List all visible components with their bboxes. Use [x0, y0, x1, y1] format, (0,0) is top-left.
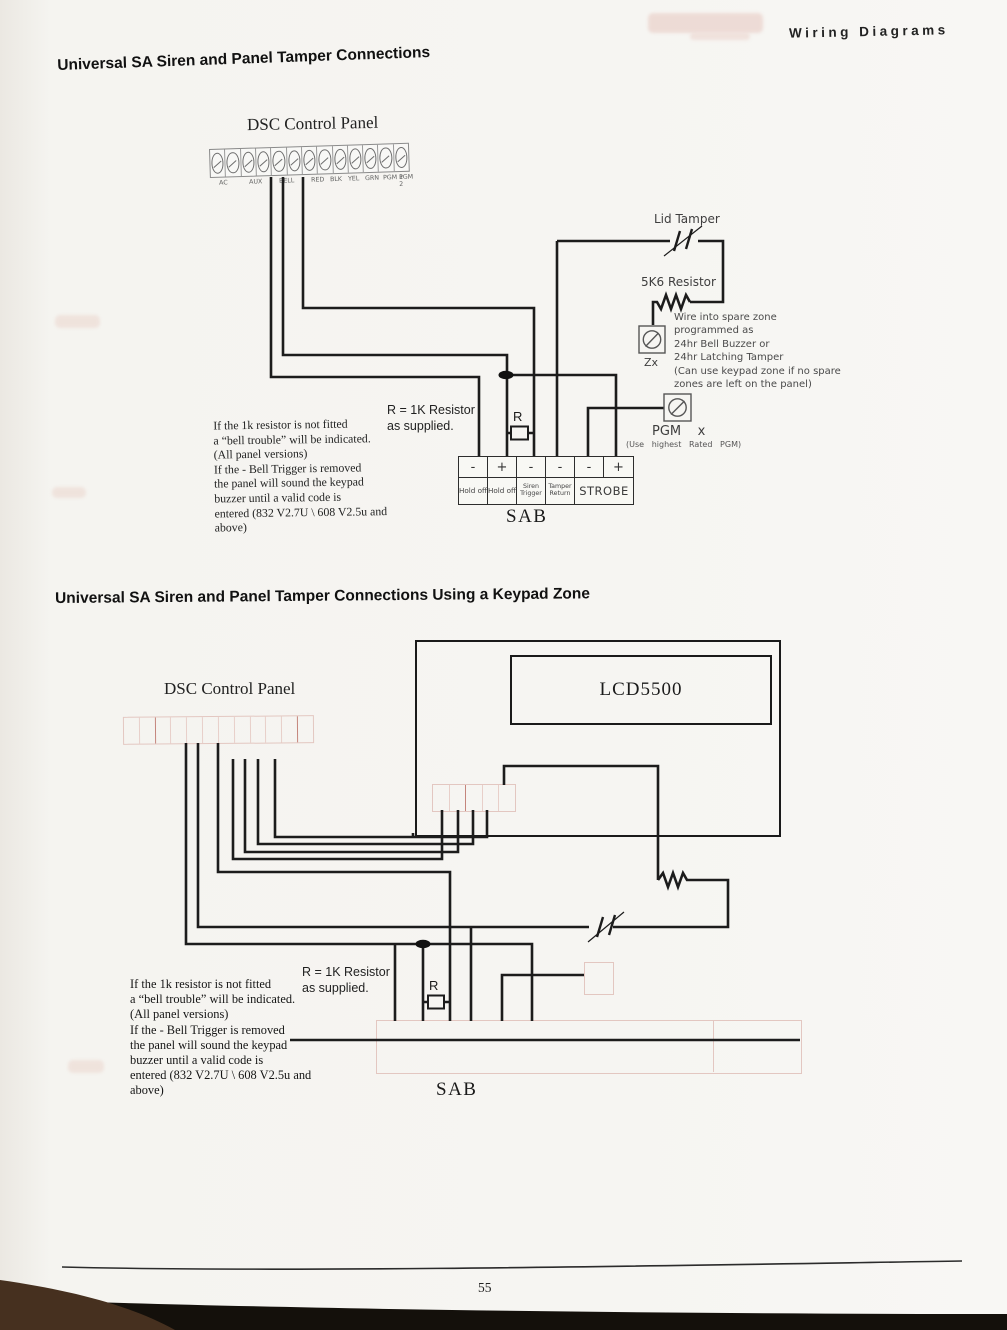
faded-terminal: [171, 717, 187, 743]
warning-line: entered (832 V2.7U \ 608 V2.5u and: [214, 503, 388, 521]
faded-terminal: [124, 718, 140, 744]
junction-dot-icon: [416, 940, 431, 948]
resistor-icon: [613, 873, 728, 927]
sab-terminal: Hold off: [488, 478, 517, 504]
screw-terminal-icon: [271, 148, 287, 175]
sab-terminal: STROBE: [579, 484, 629, 498]
sab-terminal: Siren Trigger: [517, 478, 546, 504]
faded-terminal: [203, 717, 219, 743]
tamper-switch-icon-2: [588, 912, 624, 942]
dsc-panel-label-2: DSC Control Panel: [164, 679, 296, 698]
keypad-model-label: LCD5500: [599, 679, 683, 700]
spare-zone-note: [674, 311, 854, 391]
screw-terminal-icon: [394, 144, 409, 171]
warning-line: above): [214, 520, 247, 535]
faded-terminal: [266, 716, 282, 742]
terminal-label: GRN: [364, 174, 380, 183]
warning-line: above): [130, 1083, 164, 1098]
faded-terminal: [483, 785, 500, 811]
sab-label-2: SAB: [436, 1079, 478, 1100]
warning-line: a “bell trouble” will be indicated.: [130, 992, 296, 1007]
warning-line: buzzer until a valid code is: [214, 489, 342, 506]
screw-terminal-icon: [332, 146, 348, 173]
note-line: programmed as: [674, 325, 754, 337]
screw-terminal-icon: [287, 147, 303, 174]
faded-terminal: [140, 718, 156, 744]
sab-sign: -: [459, 457, 488, 477]
r-label-1: R: [513, 409, 523, 424]
zx-screw-terminal-icon: [639, 326, 665, 353]
wire-faded-box: [502, 975, 584, 1021]
bottom-scan-band: [0, 1299, 1007, 1330]
zx-terminal-label: Zx: [644, 356, 659, 369]
faded-terminal: [298, 716, 313, 742]
note-line: 24hr Latching Tamper: [674, 352, 784, 364]
note-line: as supplied.: [387, 419, 454, 433]
faded-terminal: [282, 716, 298, 742]
terminal-label: BELL: [278, 177, 295, 185]
faded-terminal: [450, 785, 467, 811]
warning-line: (All panel versions): [213, 446, 308, 462]
lid-tamper-label: Lid Tamper: [654, 212, 720, 226]
note-line: R = 1K Resistor: [302, 965, 390, 979]
screw-terminal-icon: [225, 149, 241, 176]
keypad-display-box: [510, 655, 772, 725]
sab-terminal: Hold off: [459, 478, 488, 504]
warning-text-2: [130, 977, 355, 1099]
faded-terminal: [187, 717, 203, 743]
section2-title: Universal SA Siren and Panel Tamper Connections Using a Keypad Zone: [55, 585, 591, 607]
warning-line: the panel will sound the keypad: [214, 474, 364, 491]
faded-terminal: [235, 717, 251, 743]
lid-tamper-switch-icon: [664, 226, 702, 256]
pgm-note: (Use highest Rated PGM): [626, 440, 742, 449]
note-line: R = 1K Resistor: [387, 403, 475, 417]
page-header: Wiring Diagrams: [789, 22, 950, 41]
note-line: 24hr Bell Buzzer or: [674, 338, 770, 350]
warning-line: If the 1k resistor is not fitted: [130, 977, 272, 991]
keypad-terminal-strip-faded: [432, 784, 516, 812]
sab-terminal: Tamper Return: [546, 478, 575, 504]
sab-terminal-block-2-faded: [376, 1020, 802, 1074]
sab-label-1: SAB: [506, 506, 548, 527]
r-resistor-box-icon: [511, 427, 528, 440]
note-line: (Can use keypad zone if no spare: [674, 365, 841, 377]
note-line: Wire into spare zone: [674, 312, 777, 323]
sab-sign: +: [613, 459, 624, 475]
sab-sign: -: [575, 457, 604, 477]
warning-line: the panel will sound the keypad: [130, 1037, 288, 1052]
terminal-label: AUX: [248, 178, 263, 186]
faded-terminal: [433, 785, 450, 811]
keypad-bus-wire: [233, 759, 442, 859]
scan-artifact: [690, 33, 750, 40]
faded-terminal: [251, 717, 267, 743]
screw-terminal-icon: [348, 145, 364, 172]
dsc-terminal-strip-1: [209, 143, 410, 178]
warning-line: If the 1k resistor is not fitted: [213, 416, 348, 433]
page-number: 55: [478, 1280, 492, 1295]
wire-branch-to-strobe-pos: [507, 375, 616, 457]
faded-terminal: [466, 785, 483, 811]
warning-line: buzzer until a valid code is: [130, 1053, 264, 1068]
note-line: as supplied.: [302, 981, 369, 995]
sab-terminals-row: [459, 478, 633, 504]
footer-rule: [62, 1261, 962, 1269]
pgm-screw-terminal-icon: [664, 394, 691, 421]
screw-terminal-icon: [317, 146, 333, 173]
faded-terminal-box: [584, 962, 614, 995]
scan-artifact: [52, 487, 86, 498]
terminal-label: PGM 1: [382, 173, 404, 182]
terminal-label: RED: [310, 176, 325, 184]
scan-artifact: [68, 1060, 104, 1073]
sab-sign: -: [546, 457, 575, 477]
sab-terminal-block-1: [458, 456, 634, 505]
screw-terminal-icon: [378, 144, 394, 171]
note-line: zones are left on the panel): [674, 379, 812, 391]
section1-title: Universal SA Siren and Panel Tamper Connections: [57, 43, 431, 74]
screw-terminal-icon: [256, 148, 272, 175]
faded-terminal: [219, 717, 235, 743]
warning-line: a “bell trouble” will be indicated.: [213, 430, 371, 448]
terminal-label: PGM 2: [398, 173, 414, 189]
terminal-label: AC: [218, 179, 228, 187]
sab-signs-row: [459, 457, 633, 478]
corner-scan-wedge: [0, 1280, 175, 1330]
warning-line: entered (832 V2.7U \ 608 V2.5u and: [130, 1068, 312, 1083]
faded-terminal: [499, 785, 515, 811]
r-resistor-box-icon: [428, 996, 444, 1009]
terminal-label: YEL: [347, 175, 360, 183]
warning-line: If the - Bell Trigger is removed: [213, 460, 362, 477]
resistor-5k6-label: 5K6 Resistor: [641, 275, 716, 289]
dsc-panel-label-1: DSC Control Panel: [246, 112, 379, 135]
junction-dot-icon: [499, 371, 514, 379]
faded-terminal: [156, 717, 172, 743]
sab-sign: -: [517, 457, 546, 477]
wire-tamper-to-resistor: [690, 241, 723, 302]
pgm-label: PGM x: [652, 424, 706, 439]
r-label-2: R: [429, 978, 439, 993]
warning-line: (All panel versions): [130, 1007, 229, 1022]
dsc-terminal-strip-2-faded: [123, 715, 314, 745]
terminal-label: BLK: [329, 175, 343, 184]
scan-artifact: [55, 315, 100, 328]
screw-terminal-icon: [241, 149, 257, 176]
screw-terminal-icon: [210, 149, 226, 176]
screw-terminal-icon: [302, 147, 318, 174]
warning-line: If the - Bell Trigger is removed: [130, 1022, 285, 1037]
screw-terminal-icon: [363, 145, 379, 172]
sab-faded-divider: [713, 1020, 714, 1072]
warning-text-1: [213, 416, 430, 536]
scan-artifact: [648, 13, 763, 33]
sab-sign: +: [488, 457, 517, 477]
